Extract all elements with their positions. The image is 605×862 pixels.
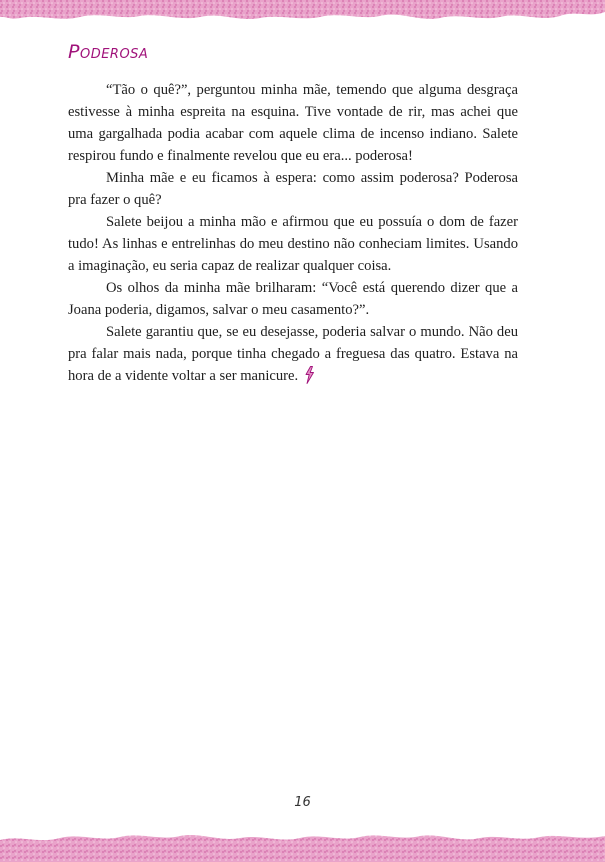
paragraph-text: Salete garantiu que, se eu desejasse, poderia salvar o mundo. Não deu pra falar mais nada, porque tinha chegado a freguesa das quatro. Estava na hora de a vidente voltar a ser manicure. (68, 324, 518, 384)
paragraph: Os olhos da minha mãe brilharam: “Você está querendo dizer que a Joana poderia, digamos, salvar o meu casamento?”. (68, 280, 518, 318)
page-number: 16 (294, 795, 311, 810)
paragraph: Salete beijou a minha mão e afirmou que eu possuía o dom de fazer tudo! As linhas e entrelinhas do meu destino não conheciam limites. Usando a imaginação, eu seria capaz de realizar qualquer coisa. (68, 214, 518, 274)
main-text (68, 79, 518, 387)
top-decorative-band (0, 0, 605, 26)
lightning-bolt-icon (304, 366, 315, 384)
paragraph: “Tão o quê?”, perguntou minha mãe, temendo que alguma desgraça estivesse à minha espreita na esquina. Tive vontade de rir, mas achei que uma gargalhada podia acabar com aquele clima de incenso indiano. Salete respirou fundo e finalmente revelou que eu era... poderosa! (68, 82, 518, 164)
running-header-title: Poderosa (68, 41, 149, 63)
paragraph: Minha mãe e eu ficamos à espera: como assim poderosa? Poderosa pra fazer o quê? (68, 170, 518, 208)
paragraph (68, 321, 518, 387)
bottom-decorative-band (0, 826, 605, 862)
